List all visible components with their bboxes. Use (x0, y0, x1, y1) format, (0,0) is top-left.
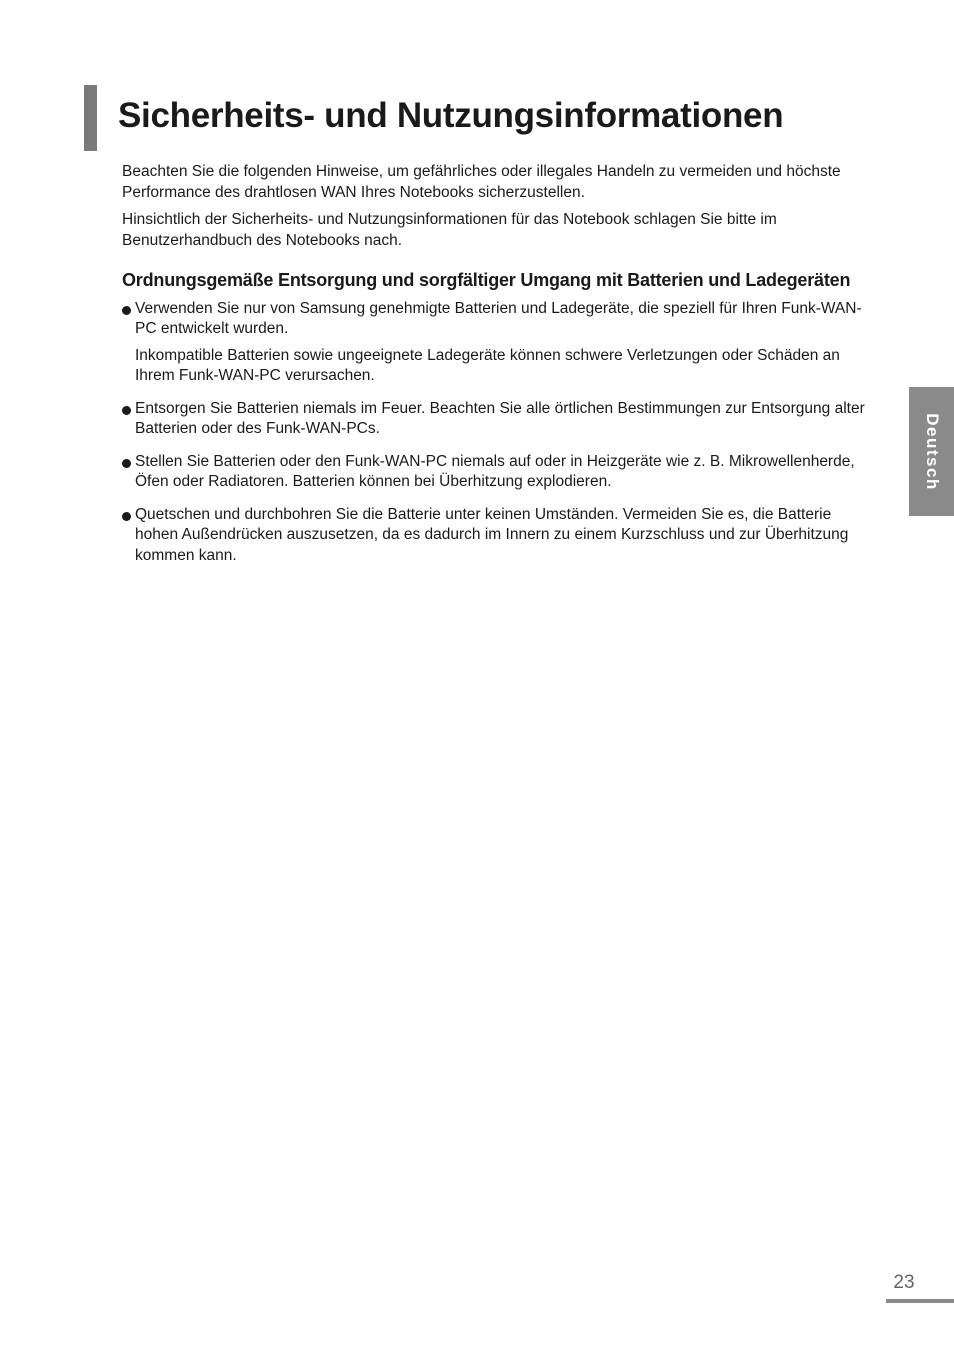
list-item (122, 299, 867, 387)
list-item (122, 452, 867, 493)
language-tab-label: Deutsch (922, 412, 942, 491)
list-item-text: Quetschen und durchbohren Sie die Batterie unter keinen Umständen. Vermeiden Sie es, die Batterie hohen Außendrücken auszusetzen, da es dadurch im Innern zu einem Kurzschluss und zur Überhitzung kommen kann. (135, 505, 849, 564)
list-item-text: Verwenden Sie nur von Samsung genehmigte Batterien und Ladegeräte, die speziell für Ihren Funk-WAN-PC entwickelt wurden. (135, 299, 862, 337)
list-item-note: Inkompatible Batterien sowie ungeeignete Ladegeräte können schwere Verletzungen oder Schäden an Ihrem Funk-WAN-PC verursachen. (135, 346, 840, 384)
list-item-text: Entsorgen Sie Batterien niemals im Feuer. Beachten Sie alle örtlichen Bestimmungen zur Entsorgung alter Batterien oder des Funk-WAN-PCs. (135, 399, 865, 437)
page-number-rule (886, 1299, 954, 1303)
list-item (122, 399, 867, 440)
intro-paragraph: Beachten Sie die folgenden Hinweise, um gefährliches oder illegales Handeln zu vermeiden und höchste Performance des drahtlosen WAN Ihres Notebooks sicherzustellen. (122, 163, 841, 201)
list-item (122, 505, 867, 567)
bullet-icon (122, 306, 131, 315)
bullet-icon (122, 406, 131, 415)
language-tab (909, 387, 954, 516)
page-title: Sicherheits- und Nutzungsinformationen (118, 96, 784, 135)
intro-paragraph: Hinsichtlich der Sicherheits- und Nutzungsinformationen für das Notebook schlagen Sie bitte im Benutzerhandbuch des Notebooks nach. (122, 211, 777, 249)
title-accent-bar (84, 85, 97, 151)
bullet-list (122, 299, 867, 567)
list-item-text: Stellen Sie Batterien oder den Funk-WAN-PC niemals auf oder in Heizgeräte wie z. B. Mikrowellenherde, Öfen oder Radiatoren. Batterien können bei Überhitzung explodieren. (135, 452, 855, 490)
intro (122, 162, 867, 251)
section-heading: Ordnungsgemäße Entsorgung und sorgfältiger Umgang mit Batterien und Ladegeräten (122, 270, 851, 290)
bullet-icon (122, 512, 131, 521)
page-number: 23 (893, 1272, 915, 1293)
bullet-icon (122, 459, 131, 468)
page-content (122, 162, 867, 578)
